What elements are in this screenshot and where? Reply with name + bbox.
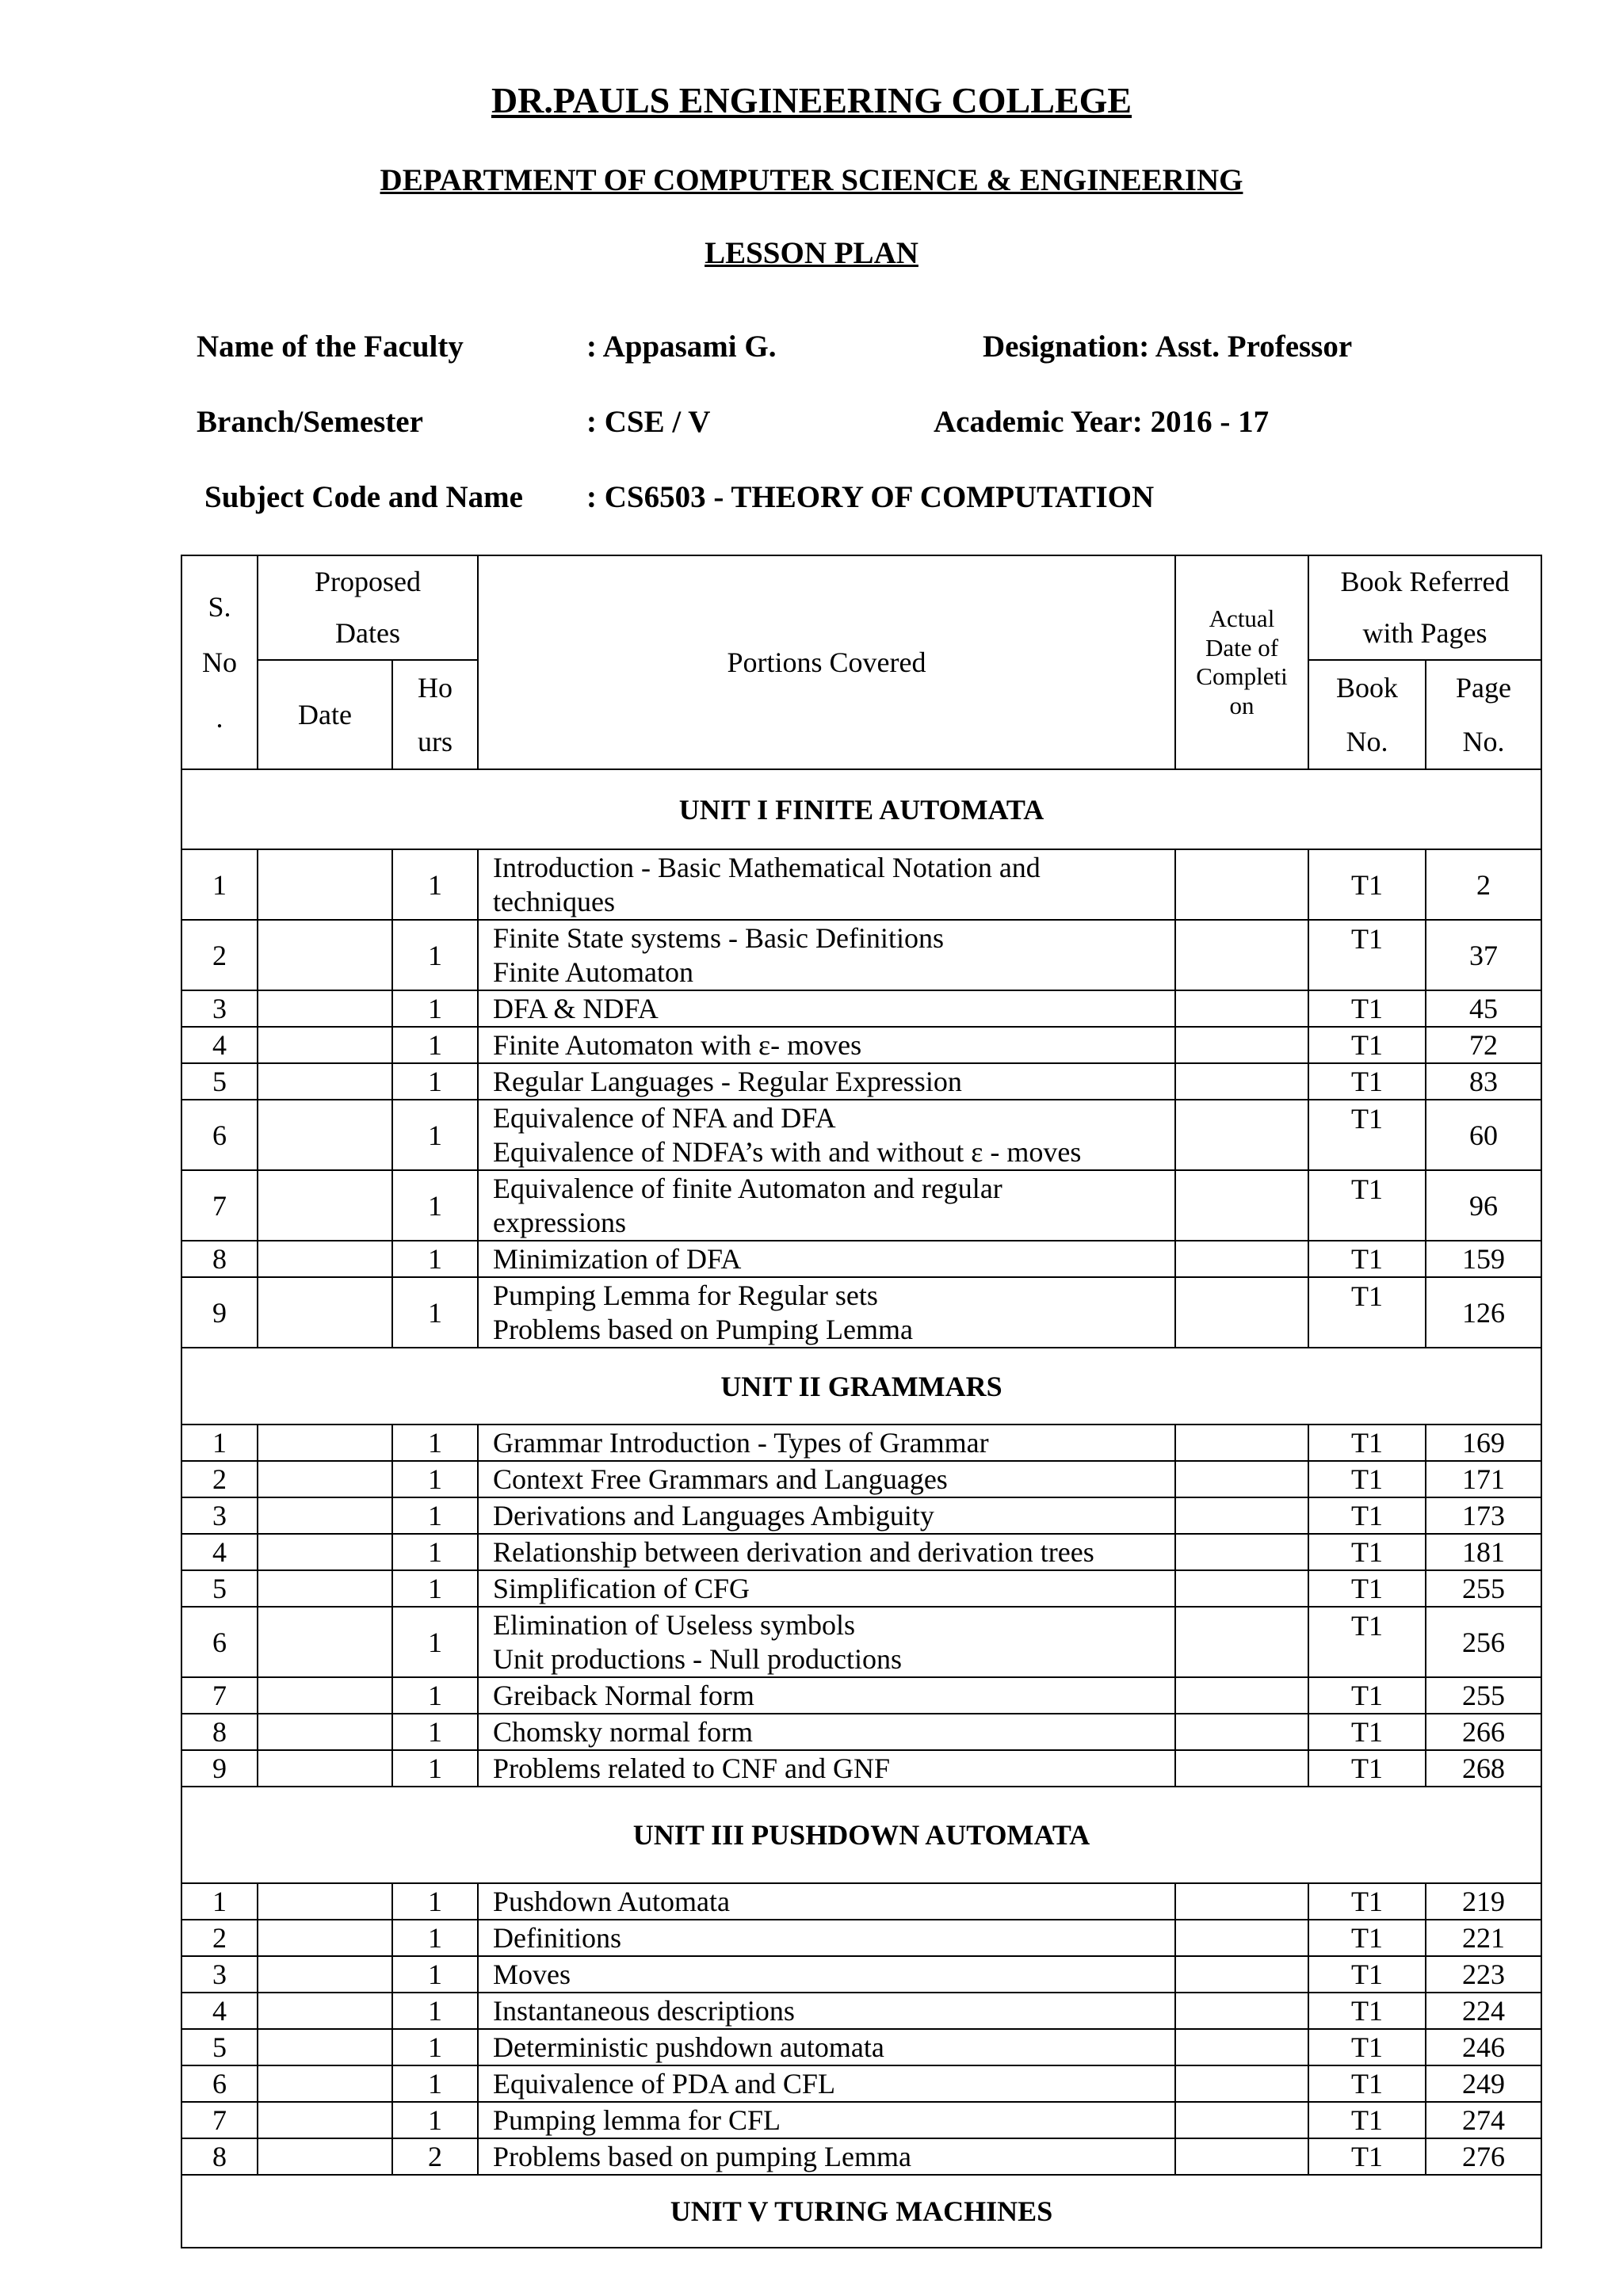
cell-book-no: T1 bbox=[1308, 2102, 1426, 2138]
unit-title: UNIT I FINITE AUTOMATA bbox=[181, 769, 1541, 849]
cell-actual-date bbox=[1175, 2102, 1308, 2138]
cell-hours: 1 bbox=[392, 1241, 478, 1277]
header-sno-line: S. bbox=[208, 590, 231, 623]
unit-header-row bbox=[181, 2175, 1541, 2248]
cell-actual-date bbox=[1175, 2138, 1308, 2175]
cell-page-no: 249 bbox=[1426, 2065, 1541, 2102]
cell-actual-date bbox=[1175, 1993, 1308, 2029]
table-row bbox=[181, 849, 1541, 920]
portion-line: Equivalence of PDA and CFL bbox=[493, 2068, 835, 2100]
cell-page-no: 219 bbox=[1426, 1883, 1541, 1920]
cell-date bbox=[258, 2065, 392, 2102]
cell-sno: 9 bbox=[181, 1750, 258, 1787]
cell-actual-date bbox=[1175, 1170, 1308, 1241]
portion-line: Equivalence of finite Automaton and regular bbox=[493, 1173, 1002, 1205]
header-page-line: Page bbox=[1456, 671, 1511, 704]
cell-page-no: 159 bbox=[1426, 1241, 1541, 1277]
cell-actual-date bbox=[1175, 1883, 1308, 1920]
cell-sno: 1 bbox=[181, 849, 258, 920]
header-actual-line: Date of bbox=[1205, 633, 1279, 662]
cell-actual-date bbox=[1175, 1241, 1308, 1277]
academic-year: Academic Year: 2016 - 17 bbox=[934, 405, 1270, 439]
header-actual-line: Actual bbox=[1209, 605, 1275, 633]
table-row bbox=[181, 1063, 1541, 1100]
unit-header-row bbox=[181, 1348, 1541, 1425]
table-row bbox=[181, 1277, 1541, 1348]
cell-hours: 1 bbox=[392, 1170, 478, 1241]
cell-page-no: 181 bbox=[1426, 1534, 1541, 1570]
portion-line: Deterministic pushdown automata bbox=[493, 2031, 884, 2064]
header-sno bbox=[181, 555, 258, 769]
cell-hours: 1 bbox=[392, 1027, 478, 1063]
cell-page-no: 2 bbox=[1426, 849, 1541, 920]
table-row bbox=[181, 1170, 1541, 1241]
cell-sno: 7 bbox=[181, 1677, 258, 1714]
cell-sno: 8 bbox=[181, 1714, 258, 1750]
cell-portion bbox=[478, 1027, 1175, 1063]
cell-actual-date bbox=[1175, 1027, 1308, 1063]
cell-sno: 8 bbox=[181, 2138, 258, 2175]
cell-date bbox=[258, 1677, 392, 1714]
header-book-referred bbox=[1308, 555, 1541, 660]
cell-date bbox=[258, 849, 392, 920]
cell-date bbox=[258, 1277, 392, 1348]
table-row bbox=[181, 920, 1541, 990]
header-hours bbox=[392, 660, 478, 770]
unit-header-row bbox=[181, 769, 1541, 849]
cell-portion bbox=[478, 2029, 1175, 2065]
header-proposed-dates bbox=[258, 555, 478, 660]
portion-line: expressions bbox=[493, 1206, 626, 1238]
cell-portion bbox=[478, 1677, 1175, 1714]
cell-date bbox=[258, 2029, 392, 2065]
cell-page-no: 126 bbox=[1426, 1277, 1541, 1348]
cell-book-no: T1 bbox=[1308, 1277, 1426, 1348]
cell-portion bbox=[478, 1497, 1175, 1534]
cell-page-no: 223 bbox=[1426, 1956, 1541, 1993]
table-row bbox=[181, 1241, 1541, 1277]
cell-hours: 1 bbox=[392, 1100, 478, 1170]
cell-date bbox=[258, 1920, 392, 1956]
cell-sno: 6 bbox=[181, 2065, 258, 2102]
cell-sno: 1 bbox=[181, 1883, 258, 1920]
cell-book-no: T1 bbox=[1308, 1241, 1426, 1277]
cell-book-no: T1 bbox=[1308, 1750, 1426, 1787]
header-sno-line: No bbox=[202, 646, 237, 679]
cell-book-no: T1 bbox=[1308, 1570, 1426, 1607]
header-actual-line: Completi bbox=[1196, 662, 1288, 691]
header-hours-line: Ho bbox=[418, 671, 453, 704]
subject-value: : CS6503 - THEORY OF COMPUTATION bbox=[586, 480, 1155, 514]
header-book-line: Book bbox=[1335, 671, 1398, 704]
cell-portion bbox=[478, 1100, 1175, 1170]
cell-hours: 1 bbox=[392, 1063, 478, 1100]
cell-hours: 1 bbox=[392, 1714, 478, 1750]
cell-page-no: 268 bbox=[1426, 1750, 1541, 1787]
cell-date bbox=[258, 1425, 392, 1461]
header-page-line: No. bbox=[1462, 725, 1505, 757]
header-portions: Portions Covered bbox=[478, 555, 1175, 769]
cell-actual-date bbox=[1175, 1497, 1308, 1534]
cell-portion bbox=[478, 1570, 1175, 1607]
portion-line: Moves bbox=[493, 1958, 571, 1991]
cell-hours: 1 bbox=[392, 2065, 478, 2102]
cell-portion bbox=[478, 1883, 1175, 1920]
table-row bbox=[181, 1750, 1541, 1787]
portion-line: Pushdown Automata bbox=[493, 1886, 731, 1918]
cell-actual-date bbox=[1175, 1063, 1308, 1100]
cell-sno: 9 bbox=[181, 1277, 258, 1348]
designation: Designation: Asst. Professor bbox=[983, 330, 1353, 364]
portion-line: Chomsky normal form bbox=[493, 1716, 753, 1749]
cell-actual-date bbox=[1175, 1956, 1308, 1993]
header-sno-line: . bbox=[216, 702, 223, 734]
portion-line: Pumping Lemma for Regular sets bbox=[493, 1280, 878, 1312]
portion-line: Relationship between derivation and derivation trees bbox=[493, 1536, 1094, 1569]
cell-portion bbox=[478, 2102, 1175, 2138]
cell-page-no: 276 bbox=[1426, 2138, 1541, 2175]
table-row bbox=[181, 1956, 1541, 1993]
cell-portion bbox=[478, 1277, 1175, 1348]
portion-line: Finite Automaton bbox=[493, 955, 694, 988]
cell-hours: 1 bbox=[392, 1277, 478, 1348]
cell-actual-date bbox=[1175, 1920, 1308, 1956]
cell-portion bbox=[478, 1425, 1175, 1461]
cell-page-no: 246 bbox=[1426, 2029, 1541, 2065]
cell-book-no: T1 bbox=[1308, 1100, 1426, 1170]
portion-line: Finite Automaton with ε- moves bbox=[493, 1029, 862, 1062]
cell-page-no: 171 bbox=[1426, 1461, 1541, 1497]
cell-book-no: T1 bbox=[1308, 2065, 1426, 2102]
portion-line: Regular Languages - Regular Expression bbox=[493, 1066, 962, 1098]
cell-actual-date bbox=[1175, 990, 1308, 1027]
cell-sno: 4 bbox=[181, 1534, 258, 1570]
cell-date bbox=[258, 1241, 392, 1277]
portion-line: Minimization of DFA bbox=[493, 1243, 742, 1276]
cell-portion bbox=[478, 2138, 1175, 2175]
cell-date bbox=[258, 920, 392, 990]
portion-line: Equivalence of NDFA’s with and without ε - moves bbox=[493, 1135, 1082, 1168]
table-row bbox=[181, 1100, 1541, 1170]
cell-hours: 1 bbox=[392, 1570, 478, 1607]
cell-portion bbox=[478, 1607, 1175, 1677]
cell-hours: 1 bbox=[392, 1993, 478, 2029]
table-row bbox=[181, 1461, 1541, 1497]
cell-book-no: T1 bbox=[1308, 1461, 1426, 1497]
cell-book-no: T1 bbox=[1308, 1677, 1426, 1714]
cell-actual-date bbox=[1175, 1570, 1308, 1607]
cell-hours: 1 bbox=[392, 2029, 478, 2065]
cell-portion bbox=[478, 920, 1175, 990]
cell-hours: 1 bbox=[392, 1534, 478, 1570]
cell-date bbox=[258, 1027, 392, 1063]
portion-line: Elimination of Useless symbols bbox=[493, 1609, 855, 1642]
cell-book-no: T1 bbox=[1308, 1027, 1426, 1063]
header-book-ref-line: Book Referred bbox=[1340, 566, 1510, 597]
table-row bbox=[181, 1607, 1541, 1677]
cell-portion bbox=[478, 1063, 1175, 1100]
cell-page-no: 96 bbox=[1426, 1170, 1541, 1241]
portion-line: Greiback Normal form bbox=[493, 1680, 754, 1712]
cell-actual-date bbox=[1175, 2065, 1308, 2102]
cell-hours: 1 bbox=[392, 1883, 478, 1920]
cell-actual-date bbox=[1175, 2029, 1308, 2065]
cell-date bbox=[258, 1993, 392, 2029]
cell-date bbox=[258, 1497, 392, 1534]
cell-hours: 1 bbox=[392, 920, 478, 990]
cell-page-no: 255 bbox=[1426, 1677, 1541, 1714]
cell-book-no: T1 bbox=[1308, 1425, 1426, 1461]
cell-book-no: T1 bbox=[1308, 1063, 1426, 1100]
cell-portion bbox=[478, 1750, 1175, 1787]
table-row bbox=[181, 1920, 1541, 1956]
cell-book-no: T1 bbox=[1308, 990, 1426, 1027]
cell-book-no: T1 bbox=[1308, 1170, 1426, 1241]
cell-page-no: 83 bbox=[1426, 1063, 1541, 1100]
cell-sno: 7 bbox=[181, 1170, 258, 1241]
header-book-ref-line: with Pages bbox=[1362, 616, 1487, 649]
cell-sno: 7 bbox=[181, 2102, 258, 2138]
cell-book-no: T1 bbox=[1308, 2029, 1426, 2065]
table-row bbox=[181, 2065, 1541, 2102]
cell-portion bbox=[478, 990, 1175, 1027]
cell-page-no: 255 bbox=[1426, 1570, 1541, 1607]
portion-line: Context Free Grammars and Languages bbox=[493, 1463, 948, 1496]
cell-date bbox=[258, 1534, 392, 1570]
cell-portion bbox=[478, 1956, 1175, 1993]
cell-book-no: T1 bbox=[1308, 920, 1426, 990]
cell-date bbox=[258, 1170, 392, 1241]
portion-line: Simplification of CFG bbox=[493, 1573, 750, 1605]
cell-sno: 2 bbox=[181, 1920, 258, 1956]
cell-portion bbox=[478, 1241, 1175, 1277]
cell-hours: 1 bbox=[392, 1497, 478, 1534]
cell-page-no: 37 bbox=[1426, 920, 1541, 990]
cell-date bbox=[258, 1750, 392, 1787]
cell-hours: 1 bbox=[392, 1750, 478, 1787]
cell-sno: 4 bbox=[181, 1993, 258, 2029]
cell-actual-date bbox=[1175, 920, 1308, 990]
table-row bbox=[181, 2102, 1541, 2138]
table-row bbox=[181, 1714, 1541, 1750]
portion-line: Pumping lemma for CFL bbox=[493, 2104, 781, 2137]
cell-sno: 3 bbox=[181, 1956, 258, 1993]
table-row bbox=[181, 2138, 1541, 2175]
cell-date bbox=[258, 2138, 392, 2175]
cell-sno: 3 bbox=[181, 990, 258, 1027]
cell-page-no: 274 bbox=[1426, 2102, 1541, 2138]
lesson-plan-body bbox=[181, 555, 1541, 2248]
cell-portion bbox=[478, 1993, 1175, 2029]
cell-book-no: T1 bbox=[1308, 1956, 1426, 1993]
cell-book-no: T1 bbox=[1308, 1607, 1426, 1677]
cell-date bbox=[258, 1570, 392, 1607]
cell-hours: 1 bbox=[392, 1461, 478, 1497]
cell-book-no: T1 bbox=[1308, 1497, 1426, 1534]
portion-line: Instantaneous descriptions bbox=[493, 1995, 795, 2027]
unit-title: UNIT II GRAMMARS bbox=[181, 1348, 1541, 1425]
header-book-line: No. bbox=[1346, 725, 1388, 757]
cell-actual-date bbox=[1175, 1714, 1308, 1750]
portion-line: Derivations and Languages Ambiguity bbox=[493, 1500, 934, 1532]
cell-sno: 5 bbox=[181, 1570, 258, 1607]
cell-hours: 1 bbox=[392, 1677, 478, 1714]
header-proposed-line: Dates bbox=[335, 616, 400, 649]
cell-sno: 3 bbox=[181, 1497, 258, 1534]
cell-hours: 1 bbox=[392, 1425, 478, 1461]
table-row bbox=[181, 1883, 1541, 1920]
header-book-no bbox=[1308, 660, 1426, 770]
lesson-plan-table bbox=[181, 555, 1542, 2248]
portion-line: Finite State systems - Basic Definitions bbox=[493, 922, 944, 955]
cell-actual-date bbox=[1175, 1425, 1308, 1461]
cell-date bbox=[258, 1063, 392, 1100]
portion-line: Definitions bbox=[493, 1922, 621, 1955]
unit-title: UNIT III PUSHDOWN AUTOMATA bbox=[181, 1787, 1541, 1883]
portion-line: Problems based on Pumping Lemma bbox=[493, 1313, 913, 1345]
cell-page-no: 169 bbox=[1426, 1425, 1541, 1461]
cell-actual-date bbox=[1175, 1677, 1308, 1714]
portion-line: Problems related to CNF and GNF bbox=[493, 1753, 890, 1785]
cell-sno: 5 bbox=[181, 1063, 258, 1100]
faculty-value: : Appasami G. bbox=[586, 330, 777, 364]
subject-label: Subject Code and Name bbox=[204, 480, 523, 514]
cell-page-no: 45 bbox=[1426, 990, 1541, 1027]
cell-actual-date bbox=[1175, 1277, 1308, 1348]
cell-hours: 2 bbox=[392, 2138, 478, 2175]
cell-portion bbox=[478, 1714, 1175, 1750]
cell-book-no: T1 bbox=[1308, 1883, 1426, 1920]
cell-date bbox=[258, 1883, 392, 1920]
table-row bbox=[181, 2029, 1541, 2065]
unit-title: UNIT V TURING MACHINES bbox=[181, 2175, 1541, 2248]
cell-date bbox=[258, 1714, 392, 1750]
table-row bbox=[181, 990, 1541, 1027]
cell-page-no: 60 bbox=[1426, 1100, 1541, 1170]
cell-date bbox=[258, 1100, 392, 1170]
cell-book-no: T1 bbox=[1308, 1920, 1426, 1956]
cell-portion bbox=[478, 1534, 1175, 1570]
cell-hours: 1 bbox=[392, 1956, 478, 1993]
cell-portion bbox=[478, 849, 1175, 920]
faculty-label: Name of the Faculty bbox=[197, 330, 464, 364]
cell-sno: 2 bbox=[181, 920, 258, 990]
college-name: DR.PAULS ENGINEERING COLLEGE bbox=[491, 80, 1132, 120]
cell-book-no: T1 bbox=[1308, 2138, 1426, 2175]
cell-actual-date bbox=[1175, 1100, 1308, 1170]
cell-page-no: 173 bbox=[1426, 1497, 1541, 1534]
portion-line: Unit productions - Null productions bbox=[493, 1642, 902, 1675]
portion-line: techniques bbox=[493, 885, 615, 917]
cell-actual-date bbox=[1175, 1534, 1308, 1570]
cell-hours: 1 bbox=[392, 1607, 478, 1677]
table-row bbox=[181, 1027, 1541, 1063]
header-date: Date bbox=[258, 660, 392, 770]
cell-date bbox=[258, 1956, 392, 1993]
branch-value: : CSE / V bbox=[586, 405, 711, 439]
cell-hours: 1 bbox=[392, 1920, 478, 1956]
cell-date bbox=[258, 990, 392, 1027]
branch-label: Branch/Semester bbox=[197, 405, 423, 439]
cell-hours: 1 bbox=[392, 2102, 478, 2138]
cell-book-no: T1 bbox=[1308, 849, 1426, 920]
cell-hours: 1 bbox=[392, 849, 478, 920]
header-actual-line: on bbox=[1229, 691, 1254, 719]
header-actual-date bbox=[1175, 555, 1308, 769]
portion-line: Grammar Introduction - Types of Grammar bbox=[493, 1427, 989, 1459]
header-page-no bbox=[1426, 660, 1541, 770]
cell-page-no: 221 bbox=[1426, 1920, 1541, 1956]
cell-book-no: T1 bbox=[1308, 1714, 1426, 1750]
cell-page-no: 266 bbox=[1426, 1714, 1541, 1750]
cell-page-no: 224 bbox=[1426, 1993, 1541, 2029]
cell-book-no: T1 bbox=[1308, 1534, 1426, 1570]
table-row bbox=[181, 1534, 1541, 1570]
cell-portion bbox=[478, 2065, 1175, 2102]
unit-header-row bbox=[181, 1787, 1541, 1883]
cell-date bbox=[258, 1607, 392, 1677]
cell-sno: 8 bbox=[181, 1241, 258, 1277]
cell-hours: 1 bbox=[392, 990, 478, 1027]
table-row bbox=[181, 1993, 1541, 2029]
cell-portion bbox=[478, 1170, 1175, 1241]
cell-book-no: T1 bbox=[1308, 1993, 1426, 2029]
cell-actual-date bbox=[1175, 849, 1308, 920]
header-proposed-line: Proposed bbox=[315, 566, 421, 597]
table-row bbox=[181, 1425, 1541, 1461]
portion-line: Equivalence of NFA and DFA bbox=[493, 1102, 836, 1135]
table-row bbox=[181, 1677, 1541, 1714]
cell-sno: 4 bbox=[181, 1027, 258, 1063]
department-name: DEPARTMENT OF COMPUTER SCIENCE & ENGINEERING bbox=[380, 163, 1243, 197]
cell-date bbox=[258, 1461, 392, 1497]
portion-line: Introduction - Basic Mathematical Notation and bbox=[493, 852, 1041, 884]
portion-line: DFA & NDFA bbox=[493, 993, 659, 1025]
cell-date bbox=[258, 2102, 392, 2138]
header-hours-line: urs bbox=[418, 725, 453, 757]
cell-actual-date bbox=[1175, 1461, 1308, 1497]
cell-page-no: 72 bbox=[1426, 1027, 1541, 1063]
cell-portion bbox=[478, 1920, 1175, 1956]
document-title: LESSON PLAN bbox=[705, 236, 918, 270]
cell-sno: 2 bbox=[181, 1461, 258, 1497]
table-row bbox=[181, 1497, 1541, 1534]
cell-actual-date bbox=[1175, 1750, 1308, 1787]
cell-sno: 5 bbox=[181, 2029, 258, 2065]
table-header-row bbox=[181, 555, 1541, 660]
table-row bbox=[181, 1570, 1541, 1607]
cell-sno: 6 bbox=[181, 1100, 258, 1170]
portion-line: Problems based on pumping Lemma bbox=[493, 2141, 911, 2173]
cell-portion bbox=[478, 1461, 1175, 1497]
cell-sno: 1 bbox=[181, 1425, 258, 1461]
cell-actual-date bbox=[1175, 1607, 1308, 1677]
cell-sno: 6 bbox=[181, 1607, 258, 1677]
cell-page-no: 256 bbox=[1426, 1607, 1541, 1677]
